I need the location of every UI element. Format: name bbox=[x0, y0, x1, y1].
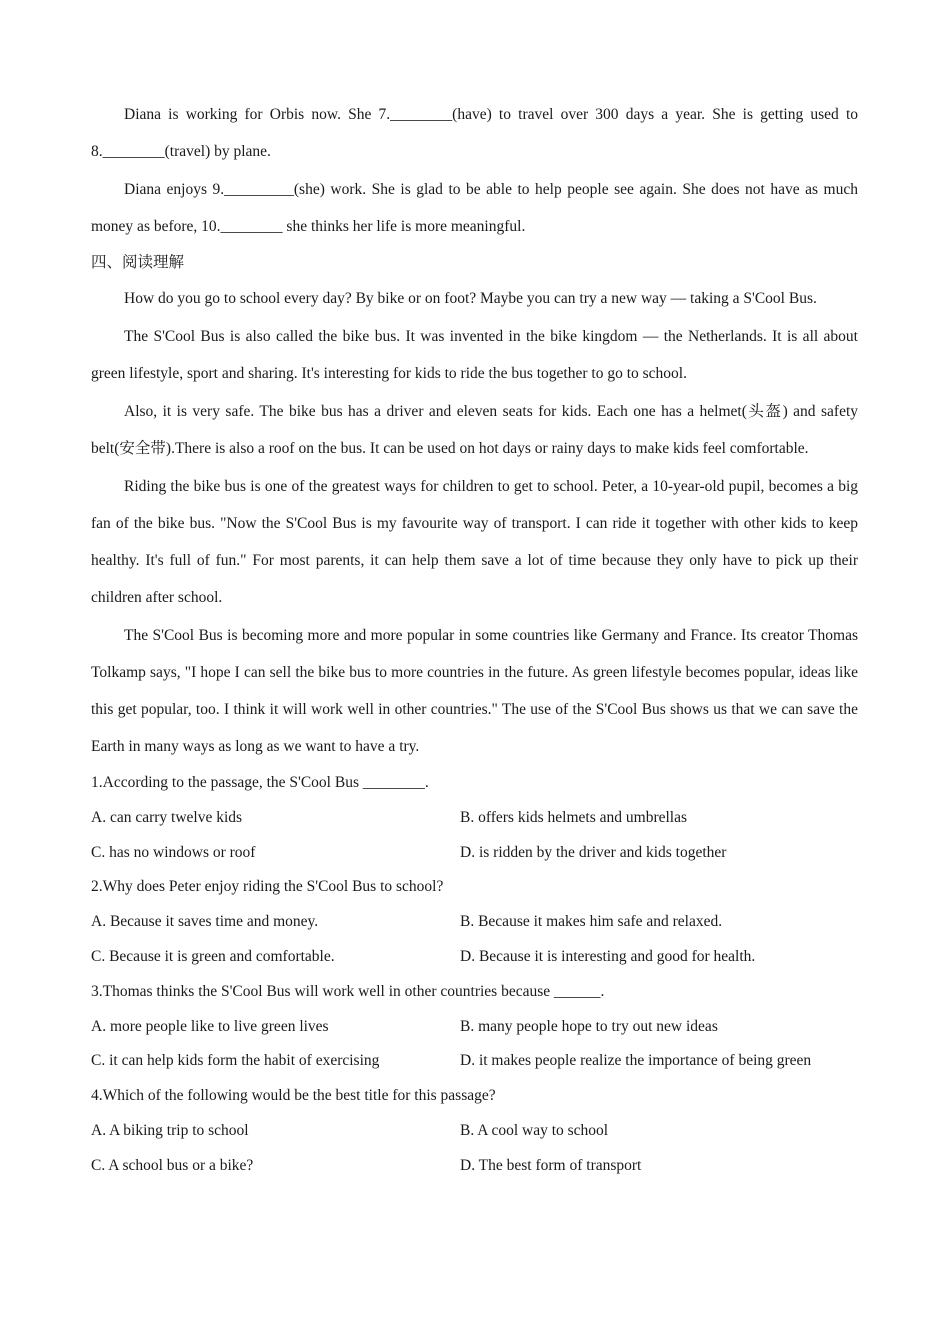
question-stem: 4.Which of the following would be the best title for this passage? bbox=[91, 1087, 496, 1105]
option-b: B. offers kids helmets and umbrellas bbox=[460, 808, 688, 826]
option-a: A. A biking trip to school bbox=[91, 1121, 249, 1139]
option-row bbox=[91, 1114, 858, 1149]
option-row bbox=[91, 1149, 858, 1184]
section-heading: 四、阅读理解 bbox=[91, 254, 185, 271]
option-a: A. more people like to live green lives bbox=[91, 1017, 329, 1035]
question-1 bbox=[91, 766, 858, 870]
option-c: C. it can help kids form the habit of exercising bbox=[91, 1052, 380, 1070]
option-d: D. The best form of transport bbox=[460, 1156, 642, 1174]
question-3 bbox=[91, 975, 858, 1079]
passage-paragraph-2: The S'Cool Bus is also called the bike bus. It was invented in the bike kingdom — the Netherlands. It is all about green lifestyle, sport and sharing. It's interesting for kids to ride the bus together to go to school. bbox=[91, 328, 858, 382]
passage-paragraph-4: Riding the bike bus is one of the greatest ways for children to get to school. Peter, a 10-year-old pupil, becomes a big fan of the bike bus. "Now the S'Cool Bus is my favourite way of transport. I can ride it together with other kids to keep healthy. It's full of fun." For most parents, it can help them save a lot of time because they only have to pick up their children after school. bbox=[91, 478, 858, 606]
option-row bbox=[91, 801, 858, 836]
option-d: D. is ridden by the driver and kids together bbox=[460, 843, 727, 861]
question-4 bbox=[91, 1079, 858, 1183]
option-row bbox=[91, 905, 858, 940]
question-stem: 1.According to the passage, the S'Cool Bus ________. bbox=[91, 774, 429, 791]
option-row bbox=[91, 1010, 858, 1045]
question-stem: 3.Thomas thinks the S'Cool Bus will work well in other countries because ______. bbox=[91, 982, 605, 1000]
option-b: B. A cool way to school bbox=[460, 1121, 609, 1139]
question-stem: 2.Why does Peter enjoy riding the S'Cool Bus to school? bbox=[91, 878, 444, 896]
option-c: C. has no windows or roof bbox=[91, 843, 256, 861]
option-c: C. A school bus or a bike? bbox=[91, 1156, 254, 1174]
question-2 bbox=[91, 870, 858, 974]
option-b: B. many people hope to try out new ideas bbox=[460, 1017, 718, 1035]
cloze-paragraph-2: Diana enjoys 9._________(she) work. She is glad to be able to help people see again. She does not have as much money as before, 10.________ she thinks her life is more meaningful. bbox=[91, 181, 858, 235]
passage-paragraph-5: The S'Cool Bus is becoming more and more popular in some countries like Germany and France. Its creator Thomas Tolkamp says, "I hope I can sell the bike bus to more countries in the future. As green lifestyle becomes popular, ideas like this get popular, too. I think it will work well in other countries." The use of the S'Cool Bus shows us that we can save the Earth in many ways as long as we want to have a try. bbox=[91, 627, 858, 755]
cloze-paragraph-1: Diana is working for Orbis now. She 7.________(have) to travel over 300 days a year. She is getting used to 8.________(travel) by plane. bbox=[91, 106, 858, 160]
option-c: C. Because it is green and comfortable. bbox=[91, 947, 335, 965]
passage-paragraph-3: Also, it is very safe. The bike bus has a driver and eleven seats for kids. Each one has a helmet(头盔) and safety belt(安全带).There is also a roof on the bus. It can be used on hot days or rainy days to make kids feel comfortable. bbox=[91, 403, 858, 457]
option-row bbox=[91, 1044, 858, 1079]
option-d: D. Because it is interesting and good for health. bbox=[460, 947, 756, 965]
option-b: B. Because it makes him safe and relaxed. bbox=[460, 913, 723, 931]
option-a: A. Because it saves time and money. bbox=[91, 913, 319, 931]
option-row bbox=[91, 940, 858, 975]
option-row bbox=[91, 836, 858, 871]
option-d: D. it makes people realize the importance of being green bbox=[460, 1052, 812, 1070]
option-a: A. can carry twelve kids bbox=[91, 808, 243, 826]
document-content bbox=[91, 96, 858, 1184]
passage-paragraph-1: How do you go to school every day? By bike or on foot? Maybe you can try a new way — taking a S'Cool Bus. bbox=[124, 290, 817, 307]
